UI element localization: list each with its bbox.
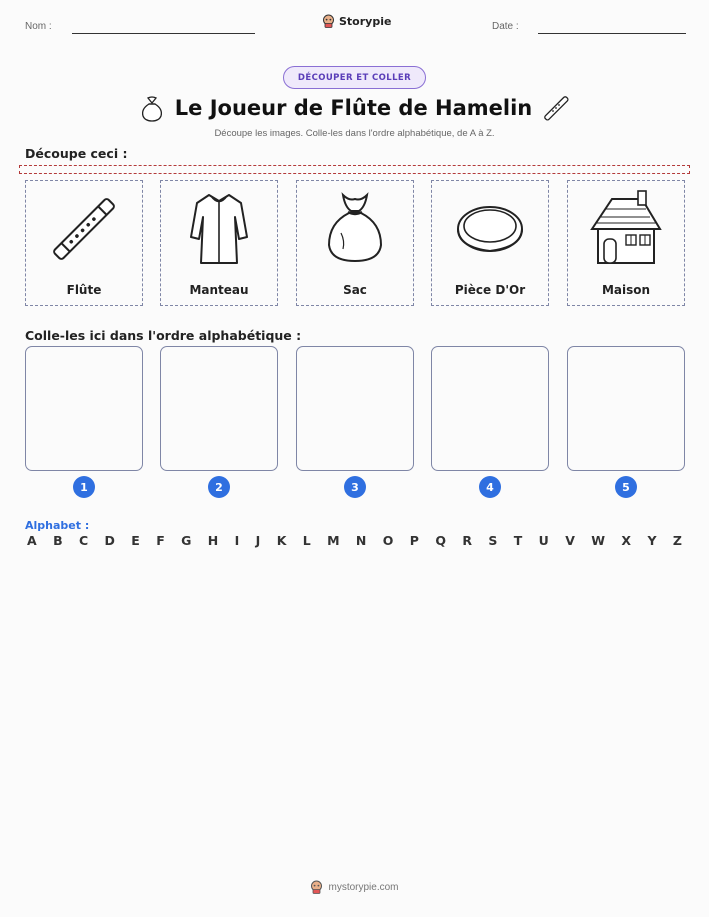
- alphabet-letter: T: [513, 533, 523, 548]
- alphabet-letter: P: [409, 533, 419, 548]
- date-label: Date :: [492, 21, 519, 32]
- card-label: Flûte: [66, 283, 102, 297]
- alphabet-letter: Y: [647, 533, 657, 548]
- footer: [0, 880, 709, 894]
- brand-name: Storypie: [339, 14, 392, 28]
- alphabet-letter: C: [78, 533, 89, 548]
- name-line: [72, 33, 255, 34]
- mascot-icon: [322, 14, 335, 28]
- alphabet-letter: R: [462, 533, 472, 548]
- paste-box-2[interactable]: [160, 346, 278, 471]
- card-label: Manteau: [189, 283, 249, 297]
- number-badge-1: 1: [73, 476, 95, 498]
- coin-icon: [450, 189, 530, 269]
- alphabet-letter: D: [104, 533, 115, 548]
- alphabet-letter: K: [276, 533, 287, 548]
- alphabet-letter: L: [302, 533, 311, 548]
- alphabet-letter: E: [131, 533, 140, 548]
- cut-card-manteau[interactable]: [160, 180, 278, 306]
- alphabet-letter: W: [591, 533, 606, 548]
- cut-card-flute[interactable]: [25, 180, 143, 306]
- alphabet-letter: O: [382, 533, 394, 548]
- alphabet-letter: A: [27, 533, 37, 548]
- number-badge-3: 3: [344, 476, 366, 498]
- sack-icon: [315, 189, 395, 269]
- alphabet-letter: S: [488, 533, 498, 548]
- flute-icon: [44, 189, 124, 269]
- cut-section-label: Découpe ceci :: [25, 146, 128, 161]
- alphabet-letter: U: [538, 533, 549, 548]
- alphabet-label: Alphabet :: [25, 519, 90, 532]
- card-label: Pièce D'Or: [454, 283, 526, 297]
- coat-icon: [179, 189, 259, 269]
- paste-box-3[interactable]: [296, 346, 414, 471]
- alphabet-row: [27, 533, 682, 548]
- house-icon: [586, 189, 666, 269]
- cut-card-piece-dor[interactable]: [431, 180, 549, 306]
- alphabet-letter: X: [621, 533, 632, 548]
- number-badge-5: 5: [615, 476, 637, 498]
- instructions: Découpe les images. Colle-les dans l'ordre alphabétique, de A à Z.: [214, 128, 495, 139]
- alphabet-letter: Q: [435, 533, 446, 548]
- paste-box-4[interactable]: [431, 346, 549, 471]
- number-badge-2: 2: [208, 476, 230, 498]
- name-label: Nom :: [25, 21, 52, 32]
- alphabet-letter: F: [156, 533, 165, 548]
- paste-box-5[interactable]: [567, 346, 685, 471]
- alphabet-letter: N: [355, 533, 367, 548]
- alphabet-letter: H: [207, 533, 219, 548]
- page-title: Le Joueur de Flûte de Hamelin: [174, 96, 533, 120]
- number-badge-4: 4: [479, 476, 501, 498]
- alphabet-letter: J: [255, 533, 261, 548]
- paste-box-1[interactable]: [25, 346, 143, 471]
- alphabet-letter: B: [53, 533, 63, 548]
- cut-card-maison[interactable]: [567, 180, 685, 306]
- cut-line: [19, 165, 690, 174]
- alphabet-letter: M: [327, 533, 340, 548]
- alphabet-letter: V: [565, 533, 575, 548]
- alphabet-letter: I: [234, 533, 240, 548]
- cut-card-sac[interactable]: [296, 180, 414, 306]
- storypie-logo: [322, 14, 391, 28]
- mascot-icon: [310, 880, 323, 894]
- flute-icon: [542, 94, 570, 122]
- activity-badge: DÉCOUPER ET COLLER: [283, 66, 426, 89]
- date-line: [538, 33, 686, 34]
- footer-url[interactable]: mystorypie.com: [328, 881, 399, 893]
- title-row: [0, 91, 709, 125]
- alphabet-letter: Z: [672, 533, 682, 548]
- card-label: Maison: [601, 283, 651, 297]
- sack-icon: [139, 94, 165, 122]
- paste-section-label: Colle-les ici dans l'ordre alphabétique :: [25, 328, 302, 343]
- card-label: Sac: [343, 283, 367, 297]
- alphabet-letter: G: [181, 533, 192, 548]
